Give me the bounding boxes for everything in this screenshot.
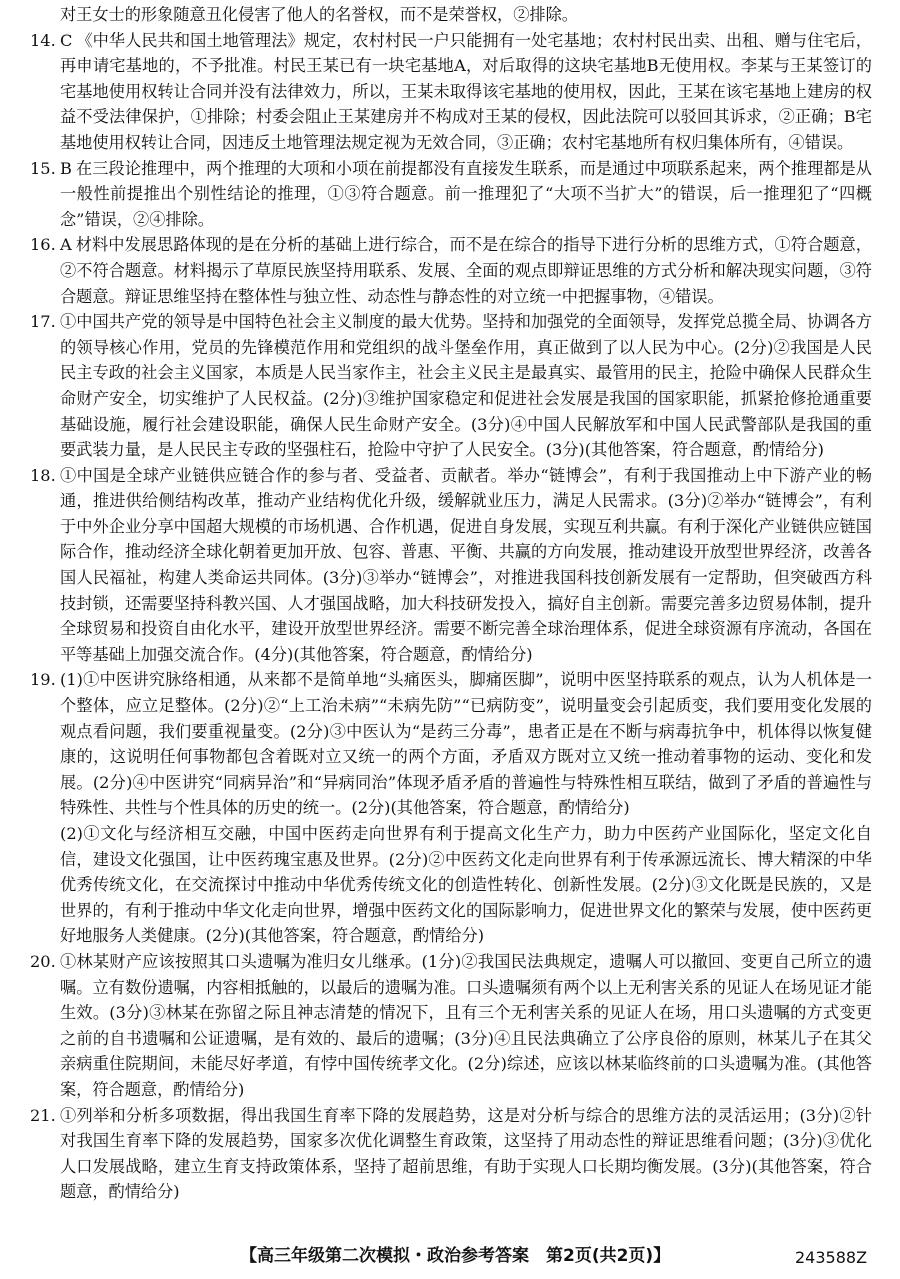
item-number: 15. [30, 158, 56, 178]
answer-item [30, 949, 872, 1103]
item-explanation: 《中华人民共和国土地管理法》规定，农村村民一户只能拥有一处宅基地；农村村民出卖、出租、赠与住宅后，再申请宅基地的，不予批准。村民王某已有一块宅基地A，对后取得的这块宅基地B无使用权。李某与王某签订的宅基地使用权转让合同并没有法律效力，所以，王某未取得该宅基地的使用权，因此，王某在该宅基地上建房的权益不受法律保护，①排除；村委会阻止王某建房并不构成对王某的侵权，因此法院可以驳回其诉求，②正确；B宅基地使用权转让合同，因违反土地管理法规定视为无效合同，③正确；农村宅基地所有权归集体所有，④错误。 [60, 30, 872, 152]
item-number: 17. [30, 312, 56, 332]
item-answer-letter: B [60, 158, 72, 178]
answer-item [30, 309, 872, 463]
item-explanation: ①中国是全球产业链供应链合作的参与者、受益者、贡献者。举办“链博会”，有利于我国推动上中下游产业的畅通，推进供给侧结构改革，推动产业结构优化升级，缓解就业压力，满足人民需求。(3分)②举办“链博会”，有利于中外企业分享中国超大规模的市场机遇、合作机遇，促进自身发展，实现互利共赢。有利于深化产业链供应链国际合作，推动经济全球化朝着更加开放、包容、普惠、平衡、共赢的方向发展，推动建设开放型世界经济，改善各国人民福祉，构建人类命运共同体。(3分)③举办“链博会”，对推进我国科技创新发展有一定帮助，但突破西方科技封锁，还需要坚持科教兴国、人才强国战略，加大科技研发投入，搞好自主创新。需要完善多边贸易体制，提升全球贸易和投资自由化水平，建设开放型世界经济。需要不断完善全球治理体系，促进全球资源有序流动，各国在平等基础上加强交流合作。(4分)(其他答案，符合题意，酌情给分) [60, 465, 872, 664]
item-explanation: ①中国共产党的领导是中国特色社会主义制度的最大优势。坚持和加强党的全面领导，发挥党总揽全局、协调各方的领导核心作用，党员的先锋模范作用和党组织的战斗堡垒作用，真正做到了以人民为中心。(2分)②我国是人民民主专政的社会主义国家，本质是人民当家作主，社会主义民主是最真实、最管用的民主，抢险中确保人民群众生命财产安全，切实维护了人民权益。(2分)③维护国家稳定和促进社会发展是我国的国家职能，抓紧抢修抢通重要基础设施，履行社会建设职能，确保人民生命财产安全。(3分)④中国人民解放军和中国人民武警部队是我国的重要武装力量，是人民民主专政的坚强柱石，抢险中守护了人民安全。(3分)(其他答案，符合题意，酌情给分) [60, 312, 872, 460]
answer-item [30, 1103, 872, 1205]
item-explanation: (1)①中医讲究脉络相通，从来都不是简单地“头痛医头，脚痛医脚”，说明中医坚持联系的观点，认为人机体是一个整体，应立足整体。(2分)②“上工治未病”“未病先防”“已病防变”，说明量变会引起质变，我们要用变化发展的观点看问题，我们要重视量变。(2分)③中医认为“是药三分毒”，患者正是在不断与病毒抗争中，机体得以恢复健康的，这说明任何事物都包含着既对立又统一的两个方面，矛盾双方既对立又统一推动着事物的运动、变化和发展。(2分)④中医讲究“同病异治”和“异病同治”体现矛盾矛盾的普遍性与特殊性相互联结，做到了矛盾的普遍性与特殊性、共性与个性具体的历史的统一。(2分)(其他答案，符合题意，酌情给分) [60, 670, 872, 818]
item-number: 16. [30, 235, 56, 255]
item-number: 18. [30, 465, 56, 485]
item-explanation: ①林某财产应该按照其口头遗嘱为准归女儿继承。(1分)②我国民法典规定，遗嘱人可以撤回、变更自己所立的遗嘱。立有数份遗嘱，内容相抵触的，以最后的遗嘱为准。口头遗嘱须有两个以上无利害关系的见证人在场见证才能生效。(3分)③林某在弥留之际且神志清楚的情况下，且有三个无利害关系的见证人在场，用口头遗嘱的方式变更之前的自书遗嘱和公证遗嘱，是有效的、最后的遗嘱；(3分)④且民法典确立了公序良俗的原则，林某儿子在其父亲病重住院期间，未能尽好孝道，有悖中国传统孝文化。(2分)综述，应该以林某临终前的口头遗嘱为准。(其他答案，符合题意，酌情给分) [60, 951, 872, 1099]
item-number: 21. [30, 1105, 56, 1125]
footer-code: 243588Z [795, 1248, 868, 1267]
item-number: 14. [30, 30, 56, 50]
item-explanation: 材料中发展思路体现的是在分析的基础上进行综合，而不是在综合的指导下进行分析的思维方式，①符合题意，②不符合题意。材料揭示了草原民族坚持用联系、发展、全面的观点即辩证思维的方式分析和解决现实问题，③符合题意。辩证思维坚持在整体性与独立性、动态性与静态性的对立统一中把握事物，④错误。 [60, 235, 872, 306]
answer-content [30, 2, 872, 1205]
item-number: 19. [30, 670, 56, 690]
answer-item [30, 463, 872, 668]
answer-item [30, 28, 872, 156]
item-sub-paragraph: (2)①文化与经济相互交融，中国中医药走向世界有利于提高文化生产力，助力中医药产业国际化，坚定文化自信，建设文化强国，让中医药瑰宝惠及世界。(2分)②中医药文化走向世界有利于传承源远流长、博大精深的中华优秀传统文化，在交流探讨中推动中华优秀传统文化的创造性转化、创新性发展。(2分)③文化既是民族的，又是世界的，有利于推动中华文化走向世界，增强中医药文化的国际影响力，促进世界文化的繁荣与发展，使中医药更好地服务人类健康。(2分)(其他答案，符合题意，酌情给分) [60, 824, 872, 946]
answer-item [30, 667, 872, 949]
item-explanation: 在三段论推理中，两个推理的大项和小项在前提都没有直接发生联系，而是通过中项联系起来，两个推理都是从一般性前提推出个别性结论的推理，①③符合题意。前一推理犯了“大项不当扩大”的错误，后一推理犯了“四概念”错误，②④排除。 [60, 158, 872, 229]
item-number: 20. [30, 951, 56, 971]
page-footer [0, 1244, 900, 1272]
answer-item [30, 156, 872, 233]
continuation-text: 对王女士的形象随意丑化侵害了他人的名誉权，而不是荣誉权，②排除。 [60, 5, 578, 24]
item-explanation: ①列举和分析多项数据，得出我国生育率下降的发展趋势，这是对分析与综合的思维方法的灵活运用；(3分)②针对我国生育率下降的发展趋势，国家多次优化调整生育政策，这坚持了用动态性的辩证思维看问题；(3分)③优化人口发展战略，建立生育支持政策体系，坚持了超前思维，有助于实现人口长期均衡发展。(3分)(其他答案，符合题意，酌情给分) [60, 1105, 872, 1202]
item-answer-letter: C [60, 30, 73, 50]
footer-title: 【高三年级第二次模拟・政治参考答案 第2页(共2页)】 [240, 1246, 671, 1266]
item-answer-letter: A [60, 235, 72, 255]
answer-items [30, 28, 872, 1205]
answer-item [30, 232, 872, 309]
